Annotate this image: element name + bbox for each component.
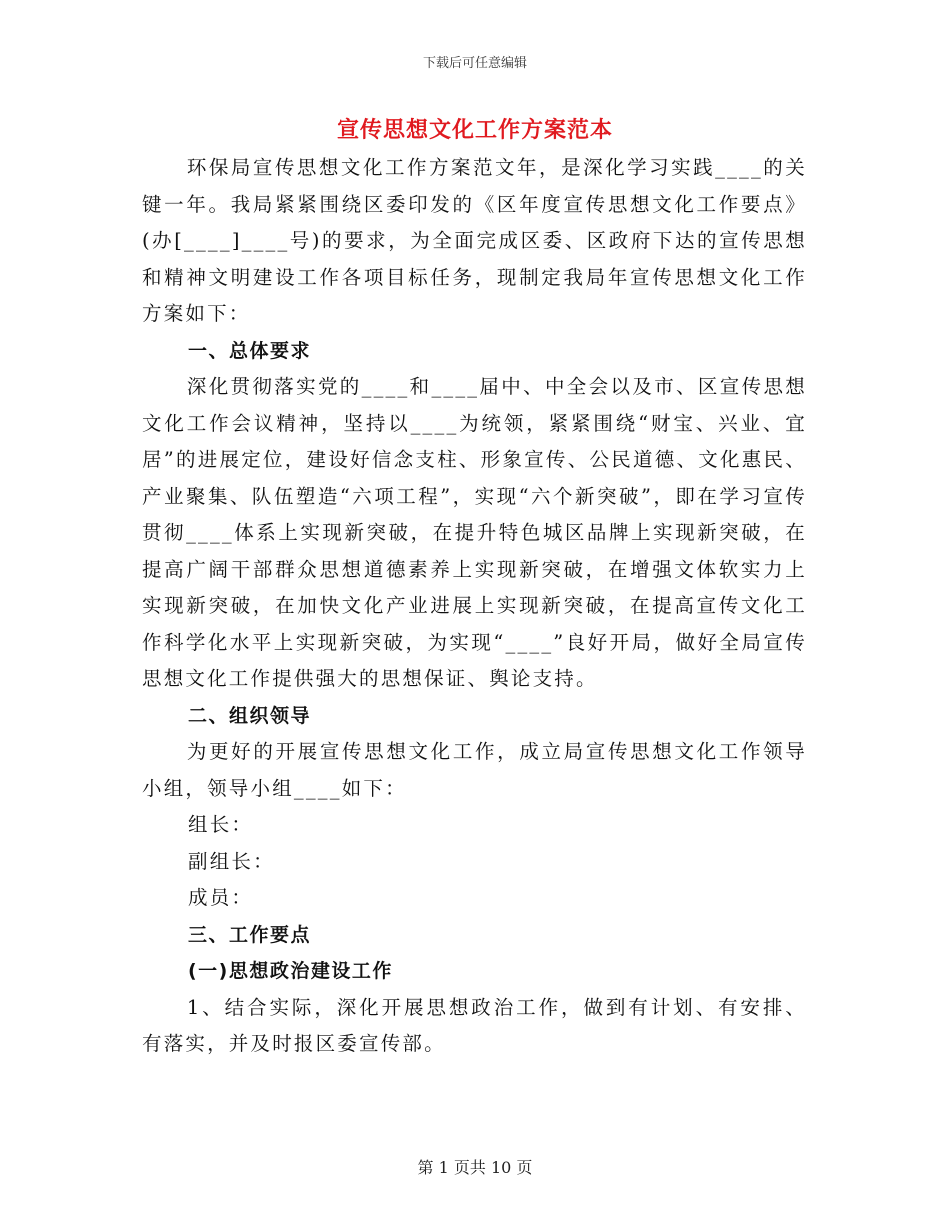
subsection-heading-ideological-political: (一)思想政治建设工作: [188, 960, 393, 982]
work-point-1-paragraph: 1、结合实际，深化开展思想政治工作，做到有计划、有安排、有落实，并及时报区委宣传部。: [142, 995, 807, 1055]
document-body: [142, 150, 807, 1063]
intro-paragraph: 环保局宣传思想文化工作方案范文年，是深化学习实践____的关键一年。我局紧紧围绕区委印发的《区年度宣传思想文化工作要点》(办[____]____号)的要求，为全面完成区委、区政府下达的宣传思想和精神文明建设工作各项目标任务，现制定我局年宣传思想文化工作方案如下：: [142, 156, 807, 325]
members-line: 成员：: [188, 886, 254, 909]
section-heading-organization-leadership: 二、组织领导: [188, 704, 312, 727]
leader-line: 组长：: [188, 813, 254, 836]
overall-requirements-paragraph: 深化贯彻落实党的____和____届中、中全会以及市、区宣传思想文化工作会议精神，坚持以____为统领，紧紧围绕“财宝、兴业、宜居”的进展定位，建设好信念支柱、形象宣传、公民道德、文化惠民、产业聚集、队伍塑造“六项工程”，实现“六个新突破”，即在学习宣传贯彻____体系上实现新突破，在提升特色城区品牌上实现新突破，在提高广阔干部群众思想道德素养上实现新突破，在增强文体软实力上实现新突破，在加快文化产业进展上实现新突破，在提高宣传文化工作科学化水平上实现新突破，为实现“____”良好开局，做好全局宣传思想文化工作提供强大的思想保证、舆论支持。: [142, 375, 807, 690]
organization-paragraph: 为更好的开展宣传思想文化工作，成立局宣传思想文化工作领导小组，领导小组____如下：: [142, 740, 807, 800]
section-heading-work-points: 三、工作要点: [188, 923, 312, 946]
page-header-note: 下载后可任意编辑: [422, 56, 527, 71]
page-number-footer: 第 1 页共 10 页: [417, 1158, 533, 1177]
document-title: 宣传思想文化工作方案范本: [336, 117, 613, 143]
vice-leader-line: 副组长：: [188, 849, 275, 873]
section-heading-overall-requirements: 一、总体要求: [188, 339, 312, 362]
